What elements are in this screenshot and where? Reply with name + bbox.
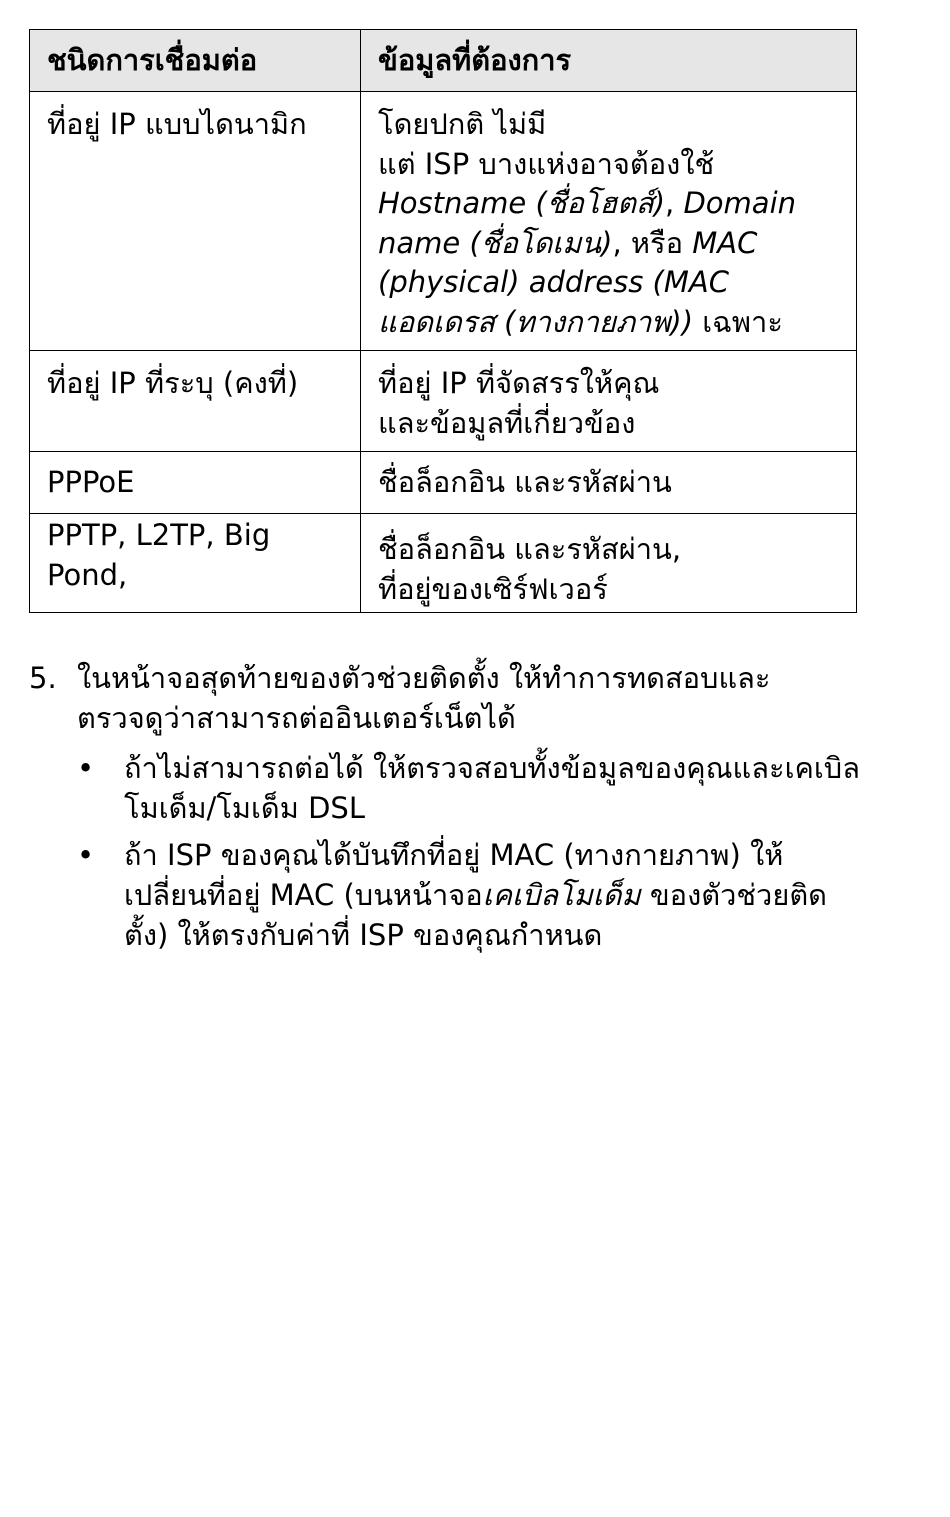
- header-connection-type: ชนิดการเชื่อมต่อ: [30, 30, 361, 92]
- info-suffix: เฉพาะ: [693, 304, 783, 339]
- connection-type-cell: PPTP, L2TP, Big Pond,: [30, 514, 361, 613]
- table-row: [30, 351, 857, 452]
- connection-type-cell: PPPoE: [30, 452, 361, 514]
- required-info-cell: [361, 351, 857, 452]
- table-row: [30, 92, 857, 351]
- bullet-glyph: •: [77, 751, 95, 785]
- info-line: โดยปกติ ไม่มี: [378, 107, 547, 141]
- info-line: และข้อมูลที่เกี่ยวข้อง: [378, 405, 636, 440]
- bullet-text: ถ้าไม่สามารถต่อได้ ให้ตรวจสอบทั้งข้อมูลของคุณและเคเบิลโมเด็ม/โมเด็ม DSL: [124, 751, 860, 825]
- connection-type-cell: ที่อยู่ IP แบบไดนามิก: [30, 92, 361, 351]
- required-info-cell: [361, 452, 857, 514]
- list-item: [29, 748, 864, 828]
- header-required-info: ข้อมูลที่ต้องการ: [361, 30, 857, 92]
- info-line: ที่อยู่ของเซิร์ฟเวอร์: [378, 571, 608, 606]
- bullet-glyph: •: [77, 838, 95, 872]
- connection-type-table: [29, 29, 857, 613]
- domain-name-term: Domain name (ชื่อโดเมน): [378, 186, 796, 260]
- table-row: [30, 452, 857, 514]
- required-info-cell: [361, 514, 857, 613]
- step-bullet-list: [29, 748, 909, 955]
- connection-type-cell: ที่อยู่ IP ที่ระบุ (คงที่): [30, 351, 361, 452]
- step-5: [29, 658, 909, 962]
- bullet-text: ของตัวช่วยติดตั้ง) ให้ตรงกับค่าที่ ISP ของคุณกำหนด: [124, 878, 827, 952]
- step-number: 5.: [29, 661, 57, 695]
- info-line: แต่ ISP บางแห่งอาจต้องใช้: [378, 146, 715, 181]
- step-text: ในหน้าจอสุดท้ายของตัวช่วยติดตั้ง ให้ทำการทดสอบและตรวจดูว่าสามารถต่ออินเตอร์เน็ตได้: [77, 661, 771, 735]
- required-info-cell: [361, 92, 857, 351]
- hostname-term: Hostname (ชื่อโฮตส์): [378, 186, 666, 220]
- info-line: ชื่อล็อกอิน และรหัสผ่าน: [378, 464, 672, 499]
- info-line: ชื่อล็อกอิน และรหัสผ่าน,: [378, 532, 682, 566]
- table-header-row: [30, 30, 857, 92]
- list-item: [29, 835, 864, 955]
- cable-modem-screen-term: เคเบิลโมเด็ม: [482, 878, 641, 912]
- info-separator: , หรือ: [612, 225, 693, 260]
- mac-address-term: MAC (physical) address (MAC แอดเดรส (ทางกายภาพ)): [378, 225, 758, 339]
- info-line: ที่อยู่ IP ที่จัดสรรให้คุณ: [378, 366, 660, 400]
- table-row: [30, 514, 857, 613]
- info-separator: ,: [665, 186, 684, 220]
- bullet-text: ถ้า ISP ของคุณได้บันทึกที่อยู่ MAC (ทางกายภาพ) ให้เปลี่ยนที่อยู่ MAC (บนหน้าจอ: [124, 838, 784, 912]
